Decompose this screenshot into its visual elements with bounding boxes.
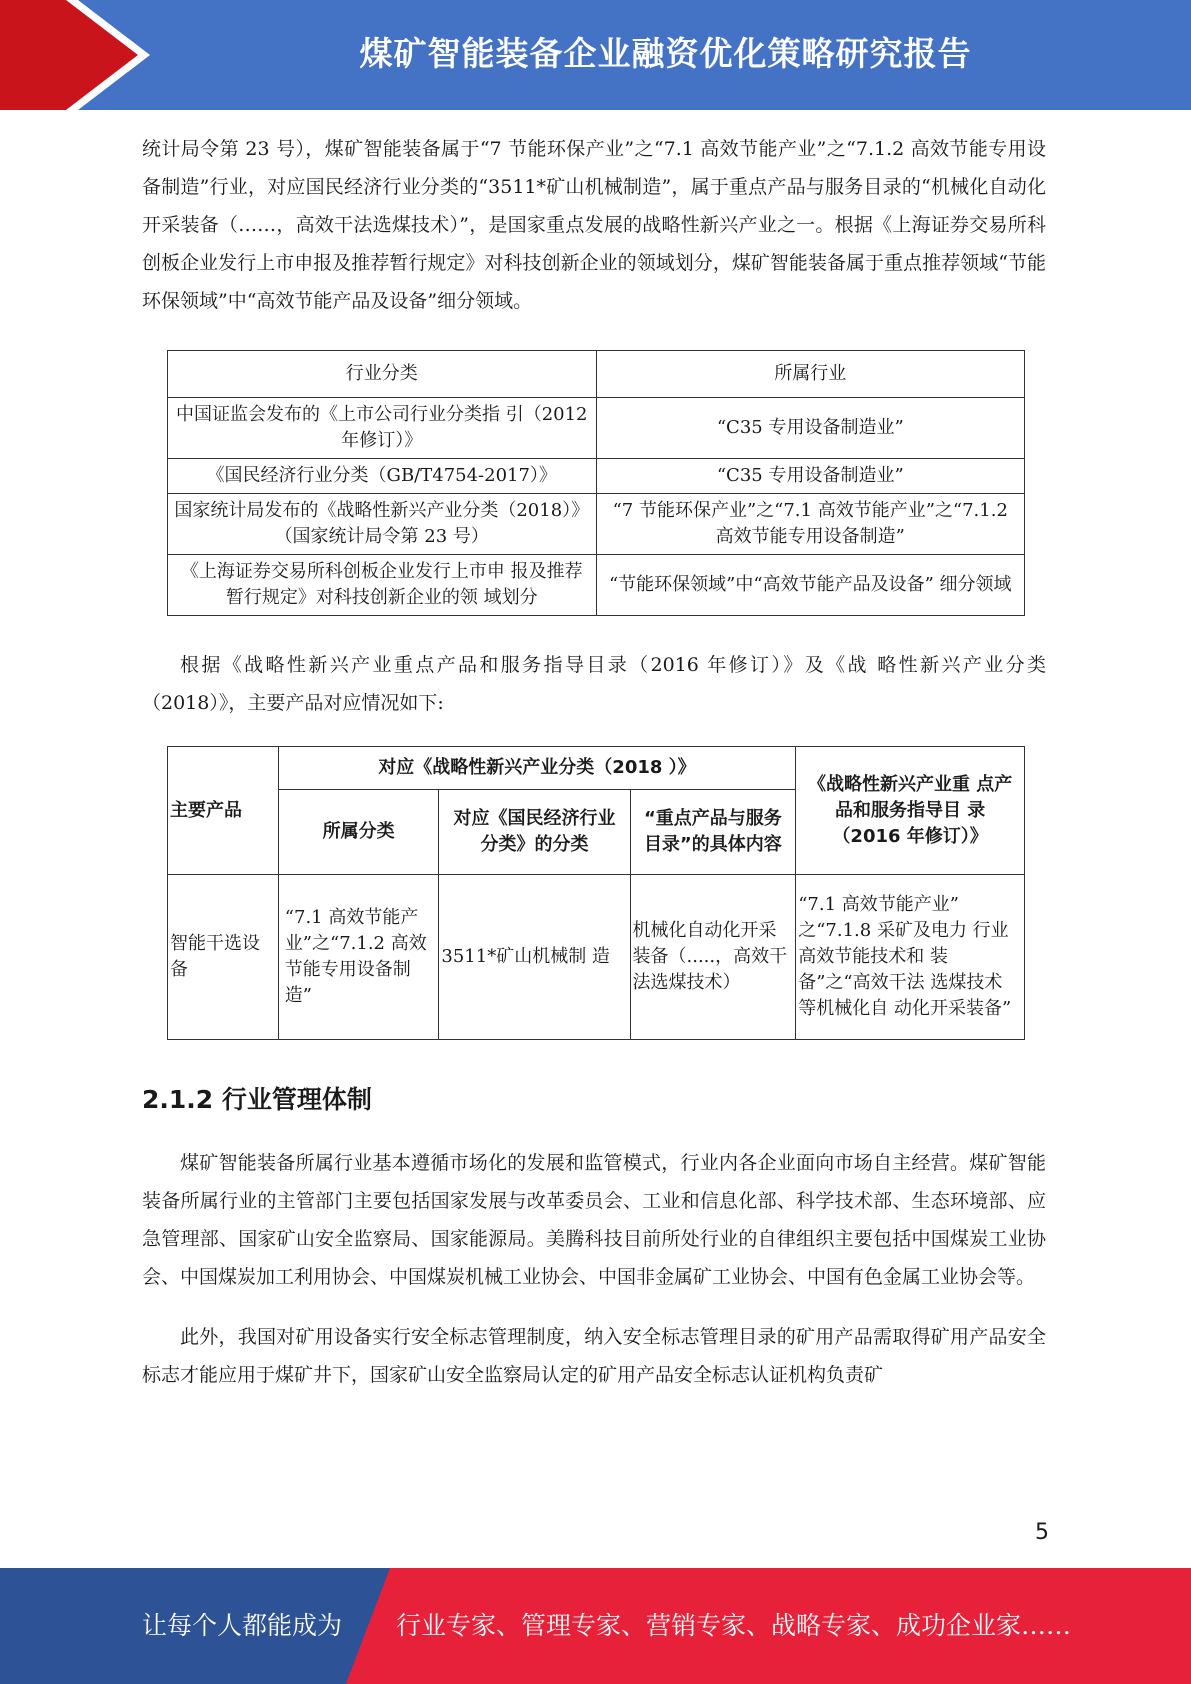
paragraph-safety-mark: 此外，我国对矿用设备实行安全标志管理制度，纳入安全标志管理目录的矿用产品需取得矿用产品安全标志才能应用于煤矿井下，国家矿山安全监察局认定的矿用产品安全标志认证机构负责矿 — [142, 1326, 1046, 1386]
table-cell: 智能干选设备 — [168, 875, 279, 1040]
table-header-cell: 《战略性新兴产业重 点产品和服务指导目 录（2016 年修订）》 — [796, 747, 1025, 875]
table-cell: “C35 专用设备制造业” — [596, 459, 1025, 494]
table-row — [168, 459, 1025, 494]
table-cell: “节能环保领域”中“高效节能产品及设备” 细分领域 — [596, 555, 1025, 616]
table-header-row — [168, 747, 1025, 790]
page-number: 5 — [1035, 1520, 1049, 1545]
table-header-cell: 主要产品 — [168, 747, 279, 875]
industry-classification-table — [167, 350, 1025, 616]
table-row — [168, 398, 1025, 459]
table-header-cell: 所属行业 — [596, 351, 1025, 398]
table-cell: 《上海证券交易所科创板企业发行上市申 报及推荐暂行规定》对科技创新企业的领 域划分 — [168, 555, 597, 616]
table-header-cell: 对应《国民经济行业分类》的分类 — [439, 790, 630, 875]
section-heading: 2.1.2 行业管理体制 — [142, 1085, 372, 1114]
page-footer — [0, 1568, 1191, 1684]
table-cell: “7.1 高效节能产业” 之“7.1.8 采矿及电力 行业高效节能技术和 装备”之“高效干法 选煤技术等机械化自 动化开采装备” — [796, 875, 1025, 1040]
report-title: 煤矿智能装备企业融资优化策略研究报告 — [359, 34, 972, 73]
page-content — [142, 130, 1046, 1394]
page-header — [0, 0, 1191, 110]
header-red-chevron — [0, 0, 138, 110]
table-cell: 国家统计局发布的《战略性新兴产业分类（2018）》（国家统计局令第 23 号） — [168, 494, 597, 555]
table-cell: 3511*矿山机械制 造 — [439, 875, 630, 1040]
table-header-cell: “重点产品与服务目录”的具体内容 — [630, 790, 796, 875]
table-cell: 中国证监会发布的《上市公司行业分类指 引（2012 年修订）》 — [168, 398, 597, 459]
footer-slogan-right: 行业专家、管理专家、营销专家、战略专家、成功企业家…… — [396, 1611, 1072, 1640]
table-cell: “7.1 高效节能产业”之“7.1.2 高效节能专用设备制造” — [278, 875, 439, 1040]
table-row — [168, 875, 1025, 1040]
table-header-cell: 所属分类 — [278, 790, 439, 875]
product-mapping-table — [167, 746, 1025, 1040]
table-row — [168, 494, 1025, 555]
table-row — [168, 555, 1025, 616]
table-header-cell: 行业分类 — [168, 351, 597, 398]
table-cell: 《国民经济行业分类（GB/T4754-2017）》 — [168, 459, 597, 494]
table-header-row — [168, 351, 1025, 398]
table-cell: 机械化自动化开采装备（.....，高效干法选煤技术） — [630, 875, 796, 1040]
paragraph-product-mapping: 根据《战略性新兴产业重点产品和服务指导目录（2016 年修订）》及《战 略性新兴产业分类（2018）》，主要产品对应情况如下: — [142, 654, 1046, 714]
table-cell: “7 节能环保产业”之“7.1 高效节能产业”之“7.1.2 高效节能专用设备制造” — [596, 494, 1025, 555]
table-header-cell: 对应《战略性新兴产业分类（2018 ）》 — [278, 747, 795, 790]
footer-slogan-left: 让每个人都能成为 — [142, 1611, 343, 1640]
table-cell: “C35 专用设备制造业” — [596, 398, 1025, 459]
paragraph-management-system: 煤矿智能装备所属行业基本遵循市场化的发展和监管模式，行业内各企业面向市场自主经营。煤矿智能装备所属行业的主管部门主要包括国家发展与改革委员会、工业和信息化部、科学技术部、生态环境部、应急管理部、国家矿山安全监察局、国家能源局。美腾科技目前所处行业的自律组织主要包括中国煤炭工业协会、中国煤炭加工利用协会、中国煤炭机械工业协会、中国非金属矿工业协会、中国有色金属工业协会等。 — [142, 1152, 1046, 1288]
paragraph-classification: 统计局令第 23 号），煤矿智能装备属于“7 节能环保产业”之“7.1 高效节能产业”之“7.1.2 高效节能专用设备制造”行业，对应国民经济行业分类的“3511*矿山机械制造”，属于重点产品与服务目录的“机械化自动化开采装备（……，高效干法选煤技术）”，是国家重点发展的战略性新兴产业之一。根据《上海证券交易所科创板企业发行上市申报及推荐暂行规定》对科技创新企业的领域划分，煤矿智能装备属于重点推荐领域“节能环保领域”中“高效节能产品及设备”细分领域。 — [142, 138, 1046, 312]
